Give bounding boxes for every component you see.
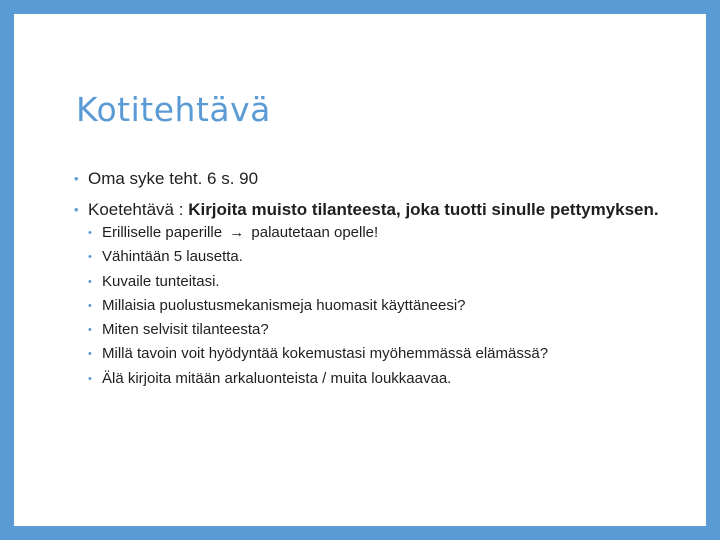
sub-bullet-text: Älä kirjoita mitään arkaluonteista / muita loukkaavaa. [102,369,452,387]
bullet-item [74,168,674,189]
bullet-icon: • [88,299,92,312]
bullet-icon: • [88,324,92,337]
sub-list [88,221,674,391]
sub-bullet-item [88,245,674,269]
bullet-icon: • [74,171,79,186]
sub-bullet-text: palautetaan opelle! [251,224,379,241]
sub-bullet-item [88,318,674,342]
sub-bullet-item [88,270,674,294]
sub-bullet-text: Vähintään 5 lausetta. [102,248,243,266]
sub-bullet-item [88,367,674,391]
sub-bullet-item [88,294,674,318]
arrow-right-icon: → [229,224,245,241]
slide-content [74,168,674,401]
bullet-icon: • [88,348,92,361]
sub-bullet-text: Erilliselle paperille [102,224,223,241]
bullet-icon: • [88,372,92,385]
sub-bullet-text: Kuvaile tunteitasi. [102,272,220,290]
slide [14,14,706,526]
bullet-text: Oma syke teht. 6 s. 90 [88,169,259,188]
sub-bullet-item [88,342,674,366]
bullet-item [74,199,674,391]
sub-bullet-item [88,221,674,245]
sub-bullet-text: Miten selvisit tilanteesta? [102,321,269,339]
sub-bullet-text: Millä tavoin voit hyödyntää kokemustasi myöhemmässä elämässä? [102,345,549,363]
sub-bullet-text: Millaisia puolustusmekanismeja huomasit käyttäneesi? [102,296,466,314]
bullet-icon: • [88,275,92,288]
bullet-icon: • [88,251,92,264]
bullet-prefix: Koetehtävä : [88,200,189,219]
bullet-icon: • [74,202,79,217]
bullet-bold-text: Kirjoita muisto tilanteesta, joka tuotti sinulle pettymyksen. [188,200,659,219]
slide-title: Kotitehtävä [76,90,271,129]
bullet-icon: • [88,227,92,239]
